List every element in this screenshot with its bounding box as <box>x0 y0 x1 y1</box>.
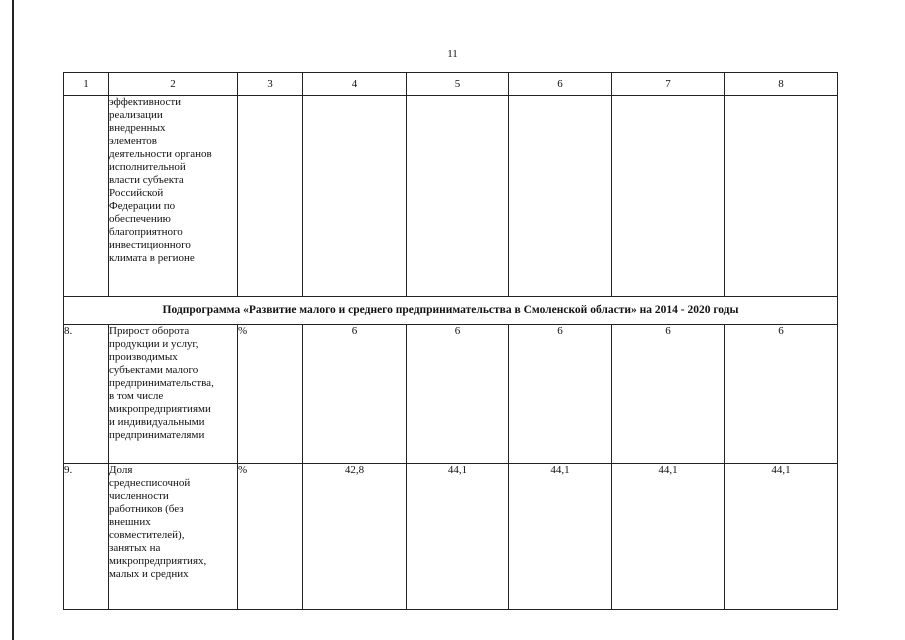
name-line: в том числе <box>109 390 164 402</box>
value-cell: 6 <box>725 325 838 464</box>
column-number: 3 <box>238 73 303 96</box>
name-line: внешних <box>109 516 151 528</box>
indicator-name-cell <box>109 325 238 464</box>
name-line: субъектами малого <box>109 364 199 376</box>
name-line: численности <box>109 490 169 502</box>
row-number-cell <box>64 96 109 297</box>
name-line: работников (без <box>109 503 184 515</box>
value-cell <box>509 96 612 297</box>
unit-cell: % <box>238 464 303 610</box>
value-cell: 42,8 <box>303 464 407 610</box>
name-line: продукции и услуг, <box>109 338 199 350</box>
subprogram-row <box>64 297 838 325</box>
value-cell <box>407 96 509 297</box>
name-line: малых и средних <box>109 568 189 580</box>
name-line: Доля <box>109 464 133 476</box>
indicator-table <box>63 72 838 610</box>
name-line: предпринимательства, <box>109 377 214 389</box>
column-number: 1 <box>64 73 109 96</box>
name-line: и индивидуальными <box>109 416 205 428</box>
column-number: 4 <box>303 73 407 96</box>
value-cell: 6 <box>303 325 407 464</box>
name-line: реализации <box>109 109 163 121</box>
unit-cell: % <box>238 325 303 464</box>
column-number: 8 <box>725 73 838 96</box>
name-line: климата в регионе <box>109 252 195 264</box>
name-line: элементов <box>109 135 157 147</box>
value-cell: 6 <box>612 325 725 464</box>
name-line: совместителей), <box>109 529 185 541</box>
name-line: исполнительной <box>109 161 186 173</box>
table-row <box>64 325 838 464</box>
value-cell: 44,1 <box>612 464 725 610</box>
name-line: Прирост оборота <box>109 325 190 337</box>
indicator-name-cell <box>109 96 238 297</box>
indicator-name-cell <box>109 464 238 610</box>
subprogram-title: Подпрограмма «Развитие малого и среднего предпринимательства в Смоленской области» на 2014 - 2020 годы <box>64 297 838 325</box>
row-number: 9. <box>64 464 109 610</box>
name-line: деятельности органов <box>109 148 212 160</box>
name-line: микропредприятиями <box>109 403 211 415</box>
name-line: Федерации по <box>109 200 176 212</box>
continued-row <box>64 96 838 297</box>
row-number: 8. <box>64 325 109 464</box>
unit-cell <box>238 96 303 297</box>
name-line: внедренных <box>109 122 166 134</box>
column-number: 5 <box>407 73 509 96</box>
name-line: инвестиционного <box>109 239 191 251</box>
value-cell: 6 <box>407 325 509 464</box>
column-number-row <box>64 73 838 96</box>
name-line: среднесписочной <box>109 477 191 489</box>
value-cell <box>303 96 407 297</box>
name-line: производимых <box>109 351 178 363</box>
name-line: благоприятного <box>109 226 183 238</box>
name-line: микропредприятиях, <box>109 555 207 567</box>
name-line: Российской <box>109 187 164 199</box>
page-number: 11 <box>447 48 458 60</box>
value-cell: 6 <box>509 325 612 464</box>
value-cell: 44,1 <box>509 464 612 610</box>
name-line: эффективности <box>109 96 182 108</box>
value-cell <box>612 96 725 297</box>
name-line: занятых на <box>109 542 161 554</box>
column-number: 2 <box>109 73 238 96</box>
name-line: власти субъекта <box>109 174 184 186</box>
name-line: предпринимателями <box>109 429 205 441</box>
name-line: обеспечению <box>109 213 171 225</box>
column-number: 7 <box>612 73 725 96</box>
value-cell: 44,1 <box>407 464 509 610</box>
scan-edge-line <box>12 0 14 640</box>
column-number: 6 <box>509 73 612 96</box>
value-cell <box>725 96 838 297</box>
table-row <box>64 464 838 610</box>
value-cell: 44,1 <box>725 464 838 610</box>
